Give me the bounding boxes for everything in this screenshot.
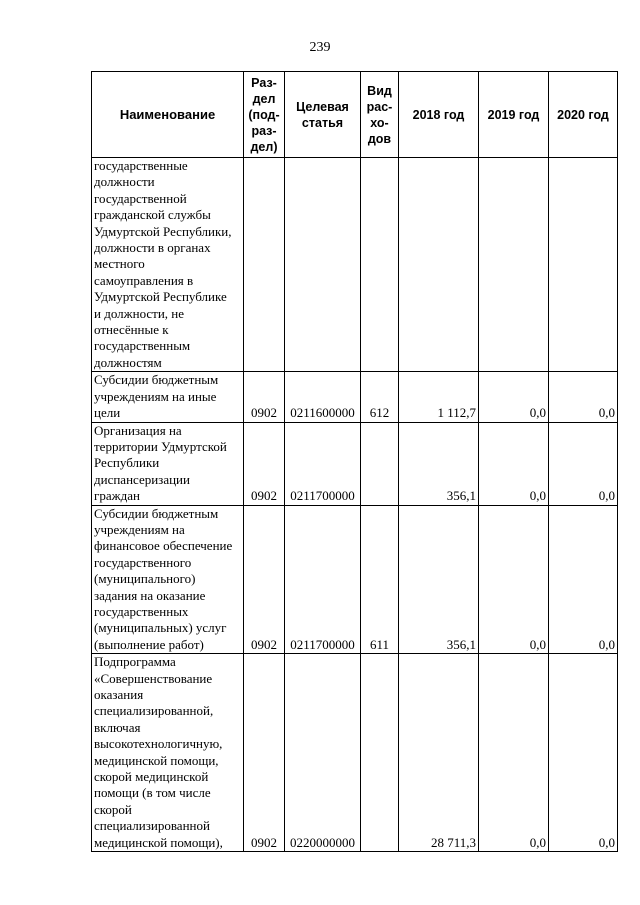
row-name: Организация на территории Удмуртской Республики диспансеризации граждан (92, 422, 244, 505)
row-section: 0902 (244, 505, 285, 654)
row-2020: 0,0 (549, 422, 618, 505)
table-row (92, 505, 618, 654)
row-2018: 356,1 (399, 505, 479, 654)
row-2020: 0,0 (549, 372, 618, 422)
row-section: 0902 (244, 654, 285, 852)
header-section-label: Раз- дел (под- раз- дел) (248, 75, 280, 154)
row-target: 0211600000 (285, 372, 361, 422)
row-expense-type (361, 422, 399, 505)
row-2020: 0,0 (549, 654, 618, 852)
row-target: 0211700000 (285, 422, 361, 505)
row-name: Субсидии бюджетным учреждениям на финансовое обеспечение государственного (муниципального) задания на оказание государственных (муниципальных) услуг (выполнение работ) (92, 505, 244, 654)
row-section: 0902 (244, 422, 285, 505)
header-2020: 2020 год (549, 72, 618, 158)
row-section: 0902 (244, 372, 285, 422)
row-2020 (549, 158, 618, 372)
row-section (244, 158, 285, 372)
row-name: Субсидии бюджетным учреждениям на иные цели (92, 372, 244, 422)
table-row (92, 422, 618, 505)
budget-table (91, 71, 618, 852)
header-section (244, 72, 285, 158)
row-2019: 0,0 (479, 422, 549, 505)
row-expense-type (361, 158, 399, 372)
header-target-label: Целевая статья (296, 99, 349, 130)
row-expense-type: 611 (361, 505, 399, 654)
row-target: 0211700000 (285, 505, 361, 654)
row-2019: 0,0 (479, 654, 549, 852)
row-2020: 0,0 (549, 505, 618, 654)
row-target: 0220000000 (285, 654, 361, 852)
row-name: государственные должности государственной гражданской службы Удмуртской Республики, должности в органах местного самоуправления в Удмуртской Республике и должности, не отнесённые к государственным должностям (92, 158, 244, 372)
header-expense-type-label: Вид рас- хо- дов (366, 83, 393, 146)
table-header-row (92, 72, 618, 158)
table-row (92, 654, 618, 852)
page-number: 239 (309, 40, 331, 55)
row-expense-type (361, 654, 399, 852)
header-2019: 2019 год (479, 72, 549, 158)
table-row (92, 158, 618, 372)
header-expense-type (361, 72, 399, 158)
row-target (285, 158, 361, 372)
header-target (285, 72, 361, 158)
row-expense-type: 612 (361, 372, 399, 422)
row-2019 (479, 158, 549, 372)
row-2019: 0,0 (479, 372, 549, 422)
header-name: Наименование (92, 72, 244, 158)
row-2018: 356,1 (399, 422, 479, 505)
header-2018: 2018 год (399, 72, 479, 158)
row-name: Подпрограмма «Совершенствование оказания специализированной, включая высокотехнологичную, медицинской помощи, скорой медицинской помощи (в том числе скорой специализированной медицинской помощи), (92, 654, 244, 852)
row-2018 (399, 158, 479, 372)
table-row (92, 372, 618, 422)
row-2019: 0,0 (479, 505, 549, 654)
row-2018: 1 112,7 (399, 372, 479, 422)
row-2018: 28 711,3 (399, 654, 479, 852)
